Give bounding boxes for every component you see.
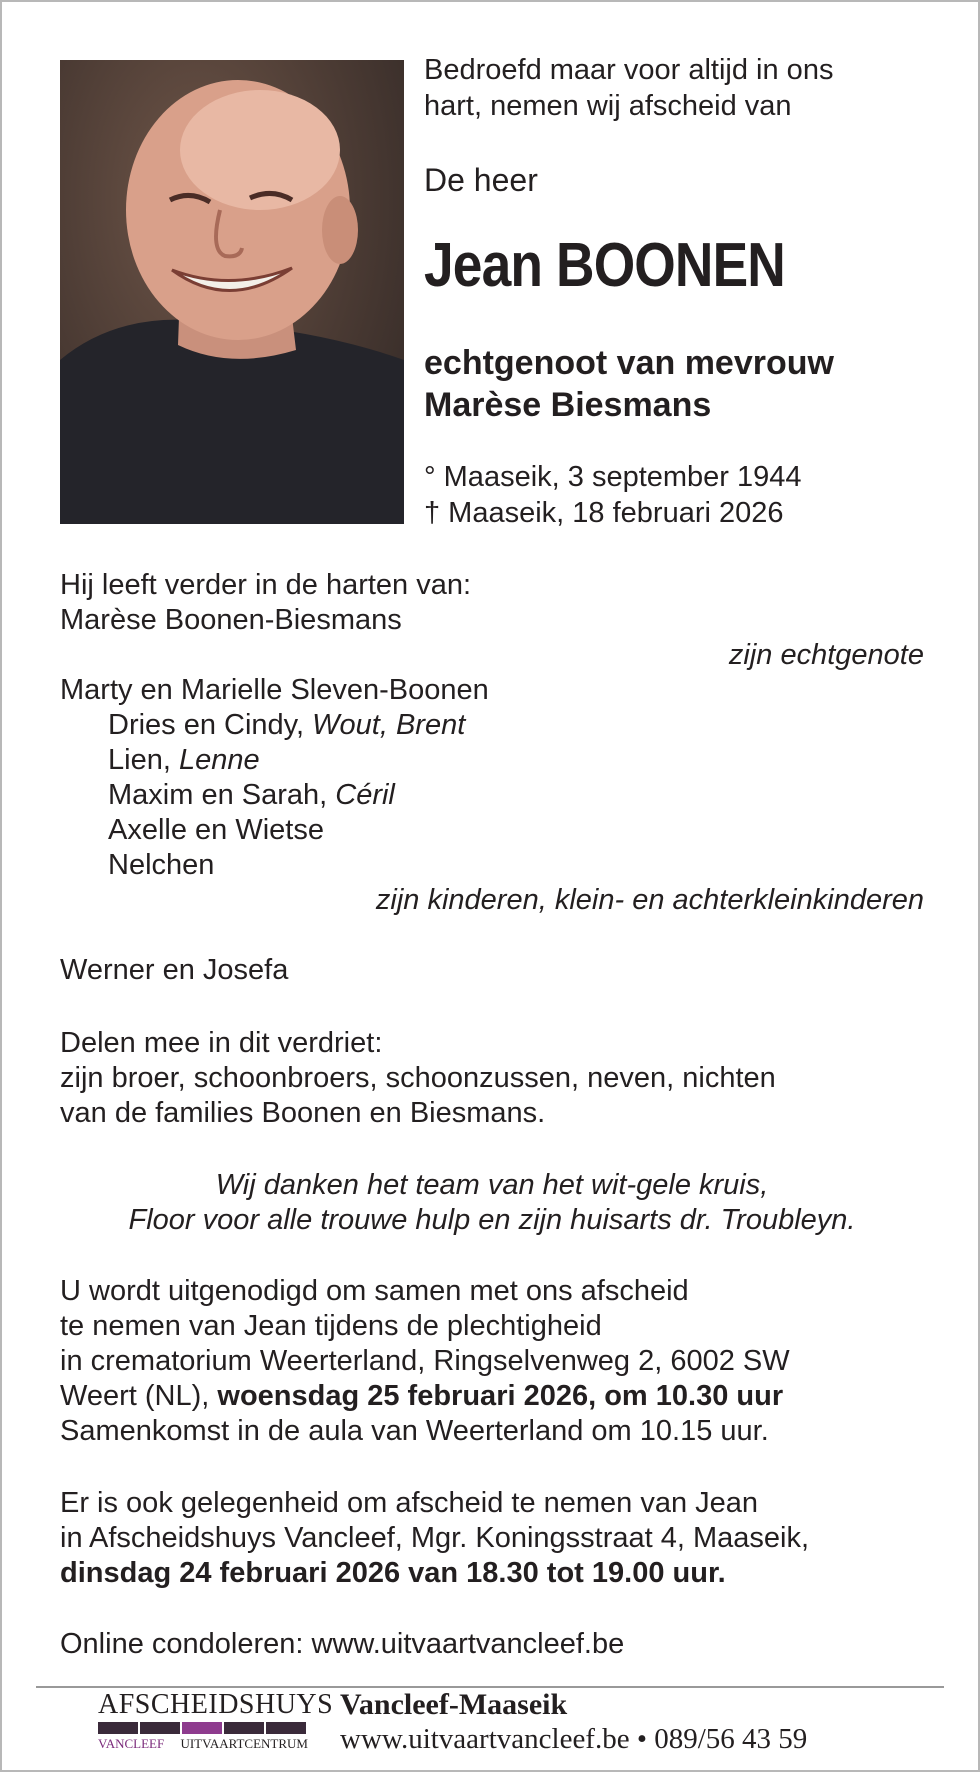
ceremony-line-2: te nemen van Jean tijdens de plechtigheid (60, 1310, 602, 1342)
portrait-illustration (60, 60, 404, 524)
family-other: Werner en Josefa (60, 954, 289, 986)
online-condolence[interactable]: Online condoleren: www.uitvaartvancleef.be (60, 1628, 625, 1660)
ceremony-section (60, 1274, 924, 1449)
visit-line-1: Er is ook gelegenheid om afscheid te nemen van Jean (60, 1487, 759, 1519)
funeral-home-name: Vancleef-Maaseik (340, 1688, 568, 1721)
family-children: Marty en Marielle Sleven-Boonen (60, 674, 489, 706)
grandchild-2-kids: Lenne (178, 744, 260, 776)
funeral-home-logo (98, 1689, 334, 1752)
funeral-home-contact[interactable]: www.uitvaartvancleef.be • 089/56 43 59 (340, 1723, 808, 1755)
thanks-section (60, 1168, 924, 1238)
family-intro: Hij leeft verder in de harten van: (60, 569, 472, 601)
share-line-3: van de families Boonen en Biesmans. (60, 1097, 546, 1129)
spouse-line (424, 342, 944, 426)
spouse-line-1: echtgenoot van mevrouw (424, 344, 834, 382)
intro-text (424, 52, 944, 124)
thanks-line-2: Floor voor alle trouwe hulp en zijn huisarts dr. Troubleyn. (128, 1204, 856, 1236)
ceremony-place: Weert (NL), (60, 1380, 218, 1412)
ceremony-line-4 (60, 1379, 924, 1414)
family-section (60, 568, 924, 988)
grandchild-3-kids: Céril (335, 779, 395, 811)
spouse-line-2: Marèse Biesmans (424, 386, 712, 424)
life-dates (424, 459, 802, 531)
grandchild-4: Axelle en Wietse (108, 814, 324, 846)
share-section (60, 1026, 924, 1131)
family-spouse: Marèse Boonen-Biesmans (60, 604, 402, 636)
logo-color-bar (98, 1722, 308, 1734)
ceremony-line-3: in crematorium Weerterland, Ringselvenweg 2, 6002 SW (60, 1345, 790, 1377)
footer-contact-block (340, 1688, 807, 1756)
share-line-1: Delen mee in dit verdriet: (60, 1027, 383, 1059)
grandchild-1 (60, 708, 924, 743)
family-children-role: zijn kinderen, klein- en achterkleinkinderen (375, 884, 924, 916)
visit-datetime: dinsdag 24 februari 2026 van 18.30 tot 19.00 uur. (60, 1557, 726, 1589)
ceremony-datetime: woensdag 25 februari 2026, om 10.30 uur (217, 1380, 784, 1412)
logo-right-text: UITVAARTCENTRUM (180, 1736, 308, 1751)
grandchild-2-parents: Lien, (108, 744, 179, 776)
intro-line-2: hart, nemen wij afscheid van (424, 90, 792, 122)
ceremony-line-5: Samenkomst in de aula van Weerterland om 10.15 uur. (60, 1415, 769, 1447)
deceased-name: Jean BOONEN (424, 231, 785, 300)
visit-line-2: in Afscheidshuys Vancleef, Mgr. Koningsstraat 4, Maaseik, (60, 1522, 810, 1554)
grandchild-3-parents: Maxim en Sarah, (108, 779, 336, 811)
share-line-2: zijn broer, schoonbroers, schoonzussen, neven, nichten (60, 1062, 776, 1094)
family-spouse-role: zijn echtgenote (728, 639, 924, 671)
logo-title: AFSCHEIDSHUYS (98, 1689, 334, 1720)
grandchild-5: Nelchen (108, 849, 215, 881)
logo-subtitle (98, 1736, 308, 1752)
intro-line-1: Bedroefd maar voor altijd in ons (424, 54, 834, 86)
grandchild-1-kids: Wout, Brent (312, 709, 466, 741)
grandchild-1-parents: Dries en Cindy, (108, 709, 313, 741)
visit-section (60, 1486, 924, 1591)
logo-left-text: VANCLEEF (98, 1736, 165, 1751)
grandchild-3 (60, 778, 924, 813)
death-date: † Maaseik, 18 februari 2026 (424, 497, 784, 529)
birth-date: ° Maaseik, 3 september 1944 (424, 461, 802, 493)
portrait-photo (60, 60, 404, 524)
ceremony-line-1: U wordt uitgenodigd om samen met ons afscheid (60, 1275, 689, 1307)
thanks-line-1: Wij danken het team van het wit-gele kruis, (215, 1169, 769, 1201)
grandchild-2 (60, 743, 924, 778)
honorific: De heer (424, 162, 538, 198)
